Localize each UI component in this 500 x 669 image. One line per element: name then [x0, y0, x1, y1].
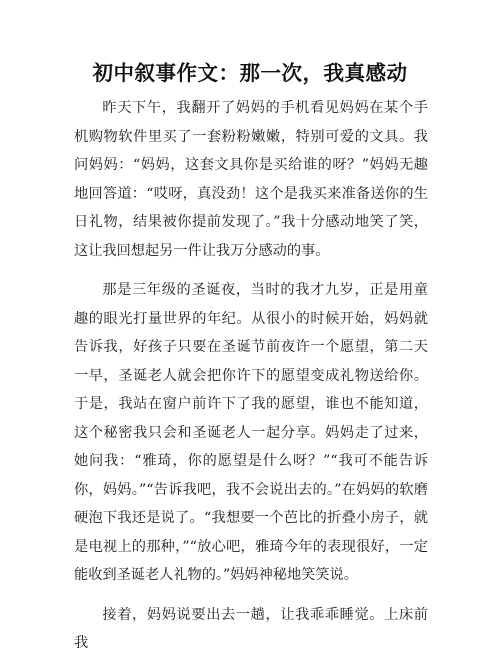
- paragraph-1: 昨天下午，我翻开了妈妈的手机看见妈妈在某个手机购物软件里买了一套粉粉嫩嫩，特别可爱的文具。我问妈妈：“妈妈，这套文具你是买给谁的呀？”妈妈无趣地回答道：“哎呀，真没劲！这个是我买来准备送你的生日礼物，结果被你提前发现了。”我十分感动地笑了笑，这让我回想起另一件让我万分感动的事。: [74, 100, 428, 259]
- paragraph-3: 接着，妈妈说要出去一趟，让我乖乖睡觉。上床前我: [74, 606, 428, 651]
- document-title: 初中叙事作文：那一次，我真感动: [92, 61, 408, 85]
- document-body: [74, 94, 428, 669]
- paragraph-2: 那是三年级的圣诞夜，当时的我才九岁，正是用童趣的眼光打量世界的年纪。从很小的时候开始，妈妈就告诉我，好孩子只要在圣诞节前夜许一个愿望，第二天一早，圣诞老人就会把你许下的愿望变成礼物送给你。于是，我站在窗户前许下了我的愿望，谁也不能知道，这个秘密我只会和圣诞老人一起分享。妈妈走了过来，她问我：“雅琦，你的愿望是什么呀？”“我可不能告诉你，妈妈。”“告诉我吧，我不会说出去的。”在妈妈的软磨硬泡下我还是说了。“我想要一个芭比的折叠小房子，就是电视上的那种，”“放心吧，雅琦今年的表现很好，一定能收到圣诞老人礼物的。”妈妈神秘地笑笑说。: [74, 282, 428, 583]
